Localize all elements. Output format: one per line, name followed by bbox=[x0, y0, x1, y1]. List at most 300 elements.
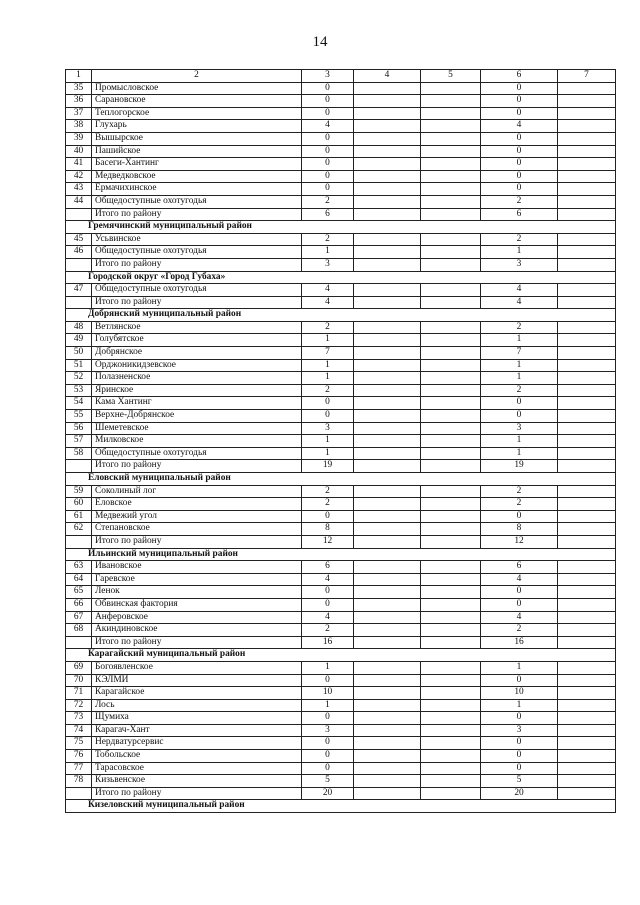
cell-col6: 2 bbox=[481, 195, 558, 208]
hunting-ground-name: Добрянское bbox=[92, 347, 302, 360]
cell-col4 bbox=[354, 674, 421, 687]
row-number: 77 bbox=[66, 762, 92, 775]
table-row bbox=[66, 132, 616, 145]
cell-col7 bbox=[558, 775, 616, 788]
cell-col3: 2 bbox=[302, 233, 354, 246]
column-number: 4 bbox=[354, 70, 421, 83]
table-row bbox=[66, 95, 616, 108]
cell-col5 bbox=[421, 624, 481, 637]
cell-col4 bbox=[354, 120, 421, 133]
cell-col5 bbox=[421, 460, 481, 473]
cell-col4 bbox=[354, 347, 421, 360]
hunting-ground-name: Глухарь bbox=[92, 120, 302, 133]
table-row bbox=[66, 347, 616, 360]
cell-col5 bbox=[421, 82, 481, 95]
cell-col6: 10 bbox=[481, 687, 558, 700]
cell-col4 bbox=[354, 145, 421, 158]
table-row bbox=[66, 498, 616, 511]
hunting-grounds-table bbox=[65, 69, 616, 813]
cell-col4 bbox=[354, 384, 421, 397]
hunting-ground-name: Усьвинское bbox=[92, 233, 302, 246]
cell-col7 bbox=[558, 145, 616, 158]
row-number: 41 bbox=[66, 158, 92, 171]
cell-col7 bbox=[558, 321, 616, 334]
row-number: 55 bbox=[66, 410, 92, 423]
cell-col6: 20 bbox=[481, 787, 558, 800]
cell-col3: 1 bbox=[302, 435, 354, 448]
cell-col6: 0 bbox=[481, 145, 558, 158]
cell-col7 bbox=[558, 410, 616, 423]
cell-col7 bbox=[558, 598, 616, 611]
row-number: 53 bbox=[66, 384, 92, 397]
district-total-row bbox=[66, 535, 616, 548]
cell-col6: 1 bbox=[481, 699, 558, 712]
cell-col5 bbox=[421, 447, 481, 460]
cell-col7 bbox=[558, 737, 616, 750]
hunting-ground-name: Итого по району bbox=[92, 208, 302, 221]
table-row bbox=[66, 611, 616, 624]
cell-col6: 6 bbox=[481, 561, 558, 574]
cell-col7 bbox=[558, 82, 616, 95]
cell-col4 bbox=[354, 523, 421, 536]
hunting-ground-name: Гаревское bbox=[92, 573, 302, 586]
cell-col4 bbox=[354, 321, 421, 334]
table-row bbox=[66, 598, 616, 611]
hunting-ground-name: Сарановское bbox=[92, 95, 302, 108]
cell-col5 bbox=[421, 636, 481, 649]
cell-col3: 4 bbox=[302, 611, 354, 624]
district-total-row bbox=[66, 636, 616, 649]
cell-col6: 16 bbox=[481, 636, 558, 649]
cell-col7 bbox=[558, 422, 616, 435]
row-number: 71 bbox=[66, 687, 92, 700]
cell-col4 bbox=[354, 724, 421, 737]
table-row bbox=[66, 246, 616, 259]
table-row bbox=[66, 120, 616, 133]
cell-col5 bbox=[421, 233, 481, 246]
cell-col5 bbox=[421, 762, 481, 775]
row-number: 63 bbox=[66, 561, 92, 574]
cell-col4 bbox=[354, 510, 421, 523]
cell-col3: 1 bbox=[302, 372, 354, 385]
row-number: 78 bbox=[66, 775, 92, 788]
cell-col3: 0 bbox=[302, 170, 354, 183]
cell-col6: 8 bbox=[481, 523, 558, 536]
table-row bbox=[66, 586, 616, 599]
hunting-ground-name: Тобольское bbox=[92, 750, 302, 763]
row-number bbox=[66, 258, 92, 271]
cell-col3: 0 bbox=[302, 510, 354, 523]
cell-col4 bbox=[354, 561, 421, 574]
cell-col7 bbox=[558, 611, 616, 624]
cell-col7 bbox=[558, 132, 616, 145]
cell-col4 bbox=[354, 422, 421, 435]
row-number: 37 bbox=[66, 107, 92, 120]
cell-col6: 19 bbox=[481, 460, 558, 473]
cell-col6: 1 bbox=[481, 372, 558, 385]
table-row bbox=[66, 435, 616, 448]
row-number: 70 bbox=[66, 674, 92, 687]
cell-col4 bbox=[354, 334, 421, 347]
table-row bbox=[66, 561, 616, 574]
cell-col6: 0 bbox=[481, 750, 558, 763]
table-row bbox=[66, 523, 616, 536]
cell-col4 bbox=[354, 233, 421, 246]
cell-col4 bbox=[354, 636, 421, 649]
cell-col5 bbox=[421, 485, 481, 498]
cell-col5 bbox=[421, 787, 481, 800]
row-number: 72 bbox=[66, 699, 92, 712]
cell-col3: 2 bbox=[302, 384, 354, 397]
hunting-ground-name: Тарасовское bbox=[92, 762, 302, 775]
hunting-ground-name: Ивановское bbox=[92, 561, 302, 574]
cell-col3: 1 bbox=[302, 334, 354, 347]
cell-col3: 0 bbox=[302, 145, 354, 158]
row-number: 45 bbox=[66, 233, 92, 246]
cell-col4 bbox=[354, 687, 421, 700]
district-title: Добрянский муниципальный район bbox=[66, 309, 616, 322]
cell-col5 bbox=[421, 145, 481, 158]
cell-col6: 0 bbox=[481, 183, 558, 196]
cell-col3: 6 bbox=[302, 561, 354, 574]
hunting-ground-name: Общедоступные охотугодья bbox=[92, 447, 302, 460]
hunting-ground-name: Итого по району bbox=[92, 296, 302, 309]
cell-col7 bbox=[558, 334, 616, 347]
cell-col5 bbox=[421, 422, 481, 435]
table-row bbox=[66, 183, 616, 196]
cell-col3: 1 bbox=[302, 661, 354, 674]
cell-col6: 2 bbox=[481, 498, 558, 511]
cell-col5 bbox=[421, 284, 481, 297]
table-row bbox=[66, 107, 616, 120]
cell-col3: 3 bbox=[302, 724, 354, 737]
cell-col5 bbox=[421, 321, 481, 334]
row-number bbox=[66, 535, 92, 548]
district-section-row bbox=[66, 649, 616, 662]
hunting-ground-name: Яринское bbox=[92, 384, 302, 397]
cell-col6: 0 bbox=[481, 82, 558, 95]
district-title: Гремячинский муниципальный район bbox=[66, 221, 616, 234]
district-total-row bbox=[66, 787, 616, 800]
cell-col7 bbox=[558, 674, 616, 687]
row-number: 75 bbox=[66, 737, 92, 750]
cell-col3: 4 bbox=[302, 284, 354, 297]
cell-col3: 0 bbox=[302, 737, 354, 750]
cell-col3: 1 bbox=[302, 447, 354, 460]
cell-col6: 0 bbox=[481, 762, 558, 775]
hunting-ground-name: КЭЛМИ bbox=[92, 674, 302, 687]
table-row bbox=[66, 334, 616, 347]
cell-col3: 6 bbox=[302, 208, 354, 221]
cell-col3: 20 bbox=[302, 787, 354, 800]
cell-col6: 0 bbox=[481, 170, 558, 183]
hunting-ground-name: Верхне-Добрянское bbox=[92, 410, 302, 423]
cell-col7 bbox=[558, 699, 616, 712]
row-number: 60 bbox=[66, 498, 92, 511]
cell-col6: 0 bbox=[481, 107, 558, 120]
table-row bbox=[66, 82, 616, 95]
row-number: 65 bbox=[66, 586, 92, 599]
cell-col7 bbox=[558, 573, 616, 586]
cell-col4 bbox=[354, 750, 421, 763]
hunting-ground-name: Голубятское bbox=[92, 334, 302, 347]
cell-col7 bbox=[558, 624, 616, 637]
hunting-ground-name: Общедоступные охотугодья bbox=[92, 195, 302, 208]
cell-col7 bbox=[558, 787, 616, 800]
hunting-ground-name: Медвежий угол bbox=[92, 510, 302, 523]
cell-col4 bbox=[354, 661, 421, 674]
district-title: Еловский муниципальный район bbox=[66, 473, 616, 486]
hunting-ground-name: Карагайское bbox=[92, 687, 302, 700]
cell-col4 bbox=[354, 712, 421, 725]
hunting-ground-name: Обвинская фактория bbox=[92, 598, 302, 611]
column-number: 1 bbox=[66, 70, 92, 83]
cell-col3: 5 bbox=[302, 775, 354, 788]
table-row bbox=[66, 661, 616, 674]
table-row bbox=[66, 712, 616, 725]
table-row bbox=[66, 158, 616, 171]
hunting-ground-name: Орджоникидзевское bbox=[92, 359, 302, 372]
cell-col6: 4 bbox=[481, 573, 558, 586]
hunting-ground-name: Итого по району bbox=[92, 636, 302, 649]
cell-col6: 7 bbox=[481, 347, 558, 360]
cell-col7 bbox=[558, 284, 616, 297]
hunting-ground-name: Общедоступные охотугодья bbox=[92, 284, 302, 297]
table-row bbox=[66, 321, 616, 334]
row-number: 44 bbox=[66, 195, 92, 208]
hunting-ground-name: Карагач-Хант bbox=[92, 724, 302, 737]
cell-col3: 0 bbox=[302, 410, 354, 423]
hunting-ground-name: Промысловское bbox=[92, 82, 302, 95]
cell-col7 bbox=[558, 750, 616, 763]
hunting-ground-name: Басеги-Хантинг bbox=[92, 158, 302, 171]
cell-col6: 12 bbox=[481, 535, 558, 548]
cell-col7 bbox=[558, 170, 616, 183]
cell-col6: 4 bbox=[481, 611, 558, 624]
cell-col4 bbox=[354, 775, 421, 788]
table-row bbox=[66, 687, 616, 700]
cell-col7 bbox=[558, 523, 616, 536]
cell-col7 bbox=[558, 586, 616, 599]
row-number: 61 bbox=[66, 510, 92, 523]
cell-col4 bbox=[354, 258, 421, 271]
table-row bbox=[66, 145, 616, 158]
cell-col4 bbox=[354, 296, 421, 309]
column-number: 6 bbox=[481, 70, 558, 83]
cell-col3: 0 bbox=[302, 82, 354, 95]
cell-col3: 0 bbox=[302, 750, 354, 763]
cell-col4 bbox=[354, 246, 421, 259]
cell-col5 bbox=[421, 611, 481, 624]
cell-col4 bbox=[354, 498, 421, 511]
district-section-row bbox=[66, 221, 616, 234]
cell-col6: 0 bbox=[481, 397, 558, 410]
cell-col6: 4 bbox=[481, 296, 558, 309]
cell-col5 bbox=[421, 246, 481, 259]
cell-col4 bbox=[354, 699, 421, 712]
district-total-row bbox=[66, 296, 616, 309]
row-number bbox=[66, 787, 92, 800]
cell-col3: 12 bbox=[302, 535, 354, 548]
cell-col4 bbox=[354, 460, 421, 473]
cell-col3: 16 bbox=[302, 636, 354, 649]
district-total-row bbox=[66, 258, 616, 271]
cell-col5 bbox=[421, 712, 481, 725]
row-number: 52 bbox=[66, 372, 92, 385]
cell-col3: 3 bbox=[302, 422, 354, 435]
district-title: Городской округ «Город Губаха» bbox=[66, 271, 616, 284]
cell-col5 bbox=[421, 674, 481, 687]
hunting-ground-name: Богоявленское bbox=[92, 661, 302, 674]
district-title: Кизеловский муниципальный район bbox=[66, 800, 616, 813]
cell-col6: 0 bbox=[481, 586, 558, 599]
cell-col6: 3 bbox=[481, 724, 558, 737]
cell-col3: 0 bbox=[302, 132, 354, 145]
table-row bbox=[66, 724, 616, 737]
cell-col3: 0 bbox=[302, 158, 354, 171]
hunting-ground-name: Кизьвенское bbox=[92, 775, 302, 788]
row-number bbox=[66, 208, 92, 221]
row-number: 51 bbox=[66, 359, 92, 372]
cell-col4 bbox=[354, 611, 421, 624]
cell-col3: 2 bbox=[302, 195, 354, 208]
row-number: 69 bbox=[66, 661, 92, 674]
hunting-ground-name: Итого по району bbox=[92, 787, 302, 800]
row-number: 42 bbox=[66, 170, 92, 183]
cell-col4 bbox=[354, 787, 421, 800]
hunting-ground-name: Пашийское bbox=[92, 145, 302, 158]
hunting-ground-name: Ленок bbox=[92, 586, 302, 599]
cell-col6: 4 bbox=[481, 120, 558, 133]
table-row bbox=[66, 699, 616, 712]
cell-col3: 2 bbox=[302, 485, 354, 498]
cell-col3: 0 bbox=[302, 397, 354, 410]
hunting-ground-name: Соколиный лог bbox=[92, 485, 302, 498]
table-row bbox=[66, 510, 616, 523]
cell-col3: 0 bbox=[302, 674, 354, 687]
cell-col3: 1 bbox=[302, 359, 354, 372]
cell-col7 bbox=[558, 384, 616, 397]
cell-col5 bbox=[421, 598, 481, 611]
table-row bbox=[66, 233, 616, 246]
cell-col3: 0 bbox=[302, 183, 354, 196]
row-number: 43 bbox=[66, 183, 92, 196]
cell-col7 bbox=[558, 447, 616, 460]
cell-col4 bbox=[354, 535, 421, 548]
cell-col7 bbox=[558, 661, 616, 674]
cell-col5 bbox=[421, 573, 481, 586]
row-number: 46 bbox=[66, 246, 92, 259]
cell-col4 bbox=[354, 435, 421, 448]
cell-col6: 0 bbox=[481, 132, 558, 145]
cell-col7 bbox=[558, 636, 616, 649]
cell-col5 bbox=[421, 132, 481, 145]
cell-col5 bbox=[421, 195, 481, 208]
cell-col7 bbox=[558, 95, 616, 108]
row-number: 47 bbox=[66, 284, 92, 297]
cell-col4 bbox=[354, 284, 421, 297]
cell-col5 bbox=[421, 410, 481, 423]
cell-col3: 2 bbox=[302, 498, 354, 511]
cell-col6: 0 bbox=[481, 598, 558, 611]
cell-col7 bbox=[558, 258, 616, 271]
table-row bbox=[66, 762, 616, 775]
cell-col5 bbox=[421, 397, 481, 410]
cell-col5 bbox=[421, 158, 481, 171]
cell-col3: 4 bbox=[302, 573, 354, 586]
cell-col5 bbox=[421, 183, 481, 196]
cell-col7 bbox=[558, 120, 616, 133]
cell-col4 bbox=[354, 158, 421, 171]
hunting-ground-name: Степановское bbox=[92, 523, 302, 536]
district-title: Карагайский муниципальный район bbox=[66, 649, 616, 662]
hunting-ground-name: Лось bbox=[92, 699, 302, 712]
cell-col4 bbox=[354, 95, 421, 108]
cell-col7 bbox=[558, 233, 616, 246]
row-number: 67 bbox=[66, 611, 92, 624]
cell-col5 bbox=[421, 687, 481, 700]
cell-col6: 0 bbox=[481, 510, 558, 523]
hunting-ground-name: Ветлянское bbox=[92, 321, 302, 334]
table-row bbox=[66, 737, 616, 750]
cell-col6: 4 bbox=[481, 284, 558, 297]
cell-col3: 0 bbox=[302, 586, 354, 599]
row-number: 58 bbox=[66, 447, 92, 460]
cell-col6: 3 bbox=[481, 258, 558, 271]
cell-col6: 0 bbox=[481, 410, 558, 423]
cell-col6: 2 bbox=[481, 384, 558, 397]
cell-col3: 0 bbox=[302, 107, 354, 120]
cell-col5 bbox=[421, 296, 481, 309]
table-row bbox=[66, 447, 616, 460]
cell-col7 bbox=[558, 485, 616, 498]
row-number: 62 bbox=[66, 523, 92, 536]
cell-col7 bbox=[558, 535, 616, 548]
cell-col4 bbox=[354, 208, 421, 221]
cell-col7 bbox=[558, 498, 616, 511]
table-row bbox=[66, 624, 616, 637]
cell-col4 bbox=[354, 107, 421, 120]
cell-col3: 19 bbox=[302, 460, 354, 473]
cell-col5 bbox=[421, 586, 481, 599]
district-section-row bbox=[66, 309, 616, 322]
district-total-row bbox=[66, 208, 616, 221]
cell-col7 bbox=[558, 246, 616, 259]
cell-col7 bbox=[558, 347, 616, 360]
table-row bbox=[66, 674, 616, 687]
table-row bbox=[66, 485, 616, 498]
cell-col7 bbox=[558, 359, 616, 372]
cell-col7 bbox=[558, 762, 616, 775]
row-number: 36 bbox=[66, 95, 92, 108]
district-section-row bbox=[66, 800, 616, 813]
column-number: 3 bbox=[302, 70, 354, 83]
cell-col6: 6 bbox=[481, 208, 558, 221]
row-number: 56 bbox=[66, 422, 92, 435]
cell-col7 bbox=[558, 195, 616, 208]
cell-col4 bbox=[354, 183, 421, 196]
district-section-row bbox=[66, 473, 616, 486]
cell-col5 bbox=[421, 359, 481, 372]
table-row bbox=[66, 422, 616, 435]
row-number: 57 bbox=[66, 435, 92, 448]
page-number: 14 bbox=[312, 34, 328, 50]
cell-col7 bbox=[558, 561, 616, 574]
cell-col6: 1 bbox=[481, 435, 558, 448]
row-number: 59 bbox=[66, 485, 92, 498]
cell-col6: 1 bbox=[481, 334, 558, 347]
cell-col4 bbox=[354, 372, 421, 385]
